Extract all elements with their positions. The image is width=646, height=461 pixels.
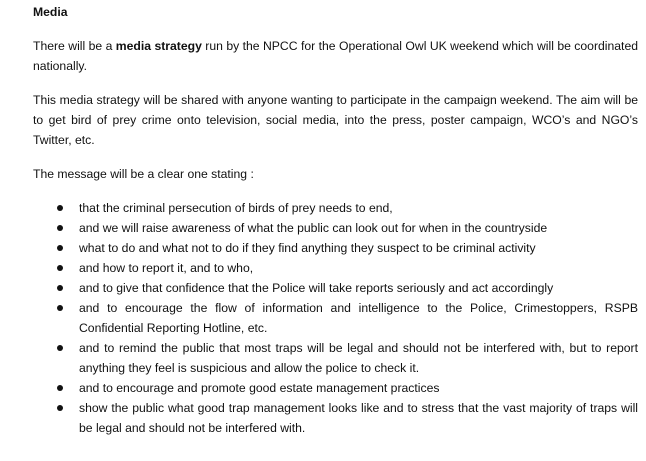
list-item-text: and to encourage the flow of information and intelligence to the Police, Crimestoppers, RSPB Confidential Reporting Hotline, etc. bbox=[79, 301, 638, 335]
paragraph-aim: This media strategy will be shared with anyone wanting to participate in the campaign weekend. The aim will be to get bird of prey crime onto television, social media, into the press, poster campaign, WCO’s and NGO’s Twitter, etc. bbox=[33, 93, 638, 147]
list-item-text: and to remind the public that most traps will be legal and should not be interfered with, but to report anything they feel is suspicious and allow the police to check it. bbox=[79, 341, 638, 375]
section-heading: Media bbox=[33, 5, 68, 19]
list-item bbox=[33, 238, 638, 258]
list-item bbox=[33, 198, 638, 218]
paragraph-message-intro: The message will be a clear one stating : bbox=[33, 167, 254, 181]
paragraph-media-strategy bbox=[33, 36, 638, 76]
message-bullet-list bbox=[33, 198, 638, 438]
list-item bbox=[33, 218, 638, 238]
list-item bbox=[33, 398, 638, 438]
bullet-dot-icon bbox=[57, 265, 63, 271]
list-item bbox=[33, 378, 638, 398]
list-item bbox=[33, 338, 638, 378]
bullet-dot-icon bbox=[57, 345, 63, 351]
list-item-text: show the public what good trap management looks like and to stress that the vast majority of traps will be legal and should not be interfered with. bbox=[79, 401, 638, 435]
list-item-text: and to give that confidence that the Police will take reports seriously and act accordingly bbox=[79, 281, 554, 295]
list-item bbox=[33, 258, 638, 278]
list-item-text: and to encourage and promote good estate management practices bbox=[79, 381, 440, 395]
document-page bbox=[33, 2, 638, 438]
list-item bbox=[33, 298, 638, 338]
bullet-dot-icon bbox=[57, 225, 63, 231]
bullet-dot-icon bbox=[57, 405, 63, 411]
list-item-text: that the criminal persecution of birds of prey needs to end, bbox=[79, 201, 393, 215]
list-item-text: what to do and what not to do if they find anything they suspect to be criminal activity bbox=[79, 241, 536, 255]
p1-before: There will be a bbox=[33, 39, 116, 53]
bullet-dot-icon bbox=[57, 285, 63, 291]
list-item-text: and how to report it, and to who, bbox=[79, 261, 254, 275]
bullet-dot-icon bbox=[57, 305, 63, 311]
list-item-text: and we will raise awareness of what the public can look out for when in the countryside bbox=[79, 221, 548, 235]
bullet-dot-icon bbox=[57, 205, 63, 211]
bullet-dot-icon bbox=[57, 385, 63, 391]
list-item bbox=[33, 278, 638, 298]
p1-after: run by the NPCC for the Operational Owl UK weekend which will be coordinated nationally. bbox=[33, 39, 638, 73]
p1-bold-term: media strategy bbox=[115, 39, 202, 53]
bullet-dot-icon bbox=[57, 245, 63, 251]
